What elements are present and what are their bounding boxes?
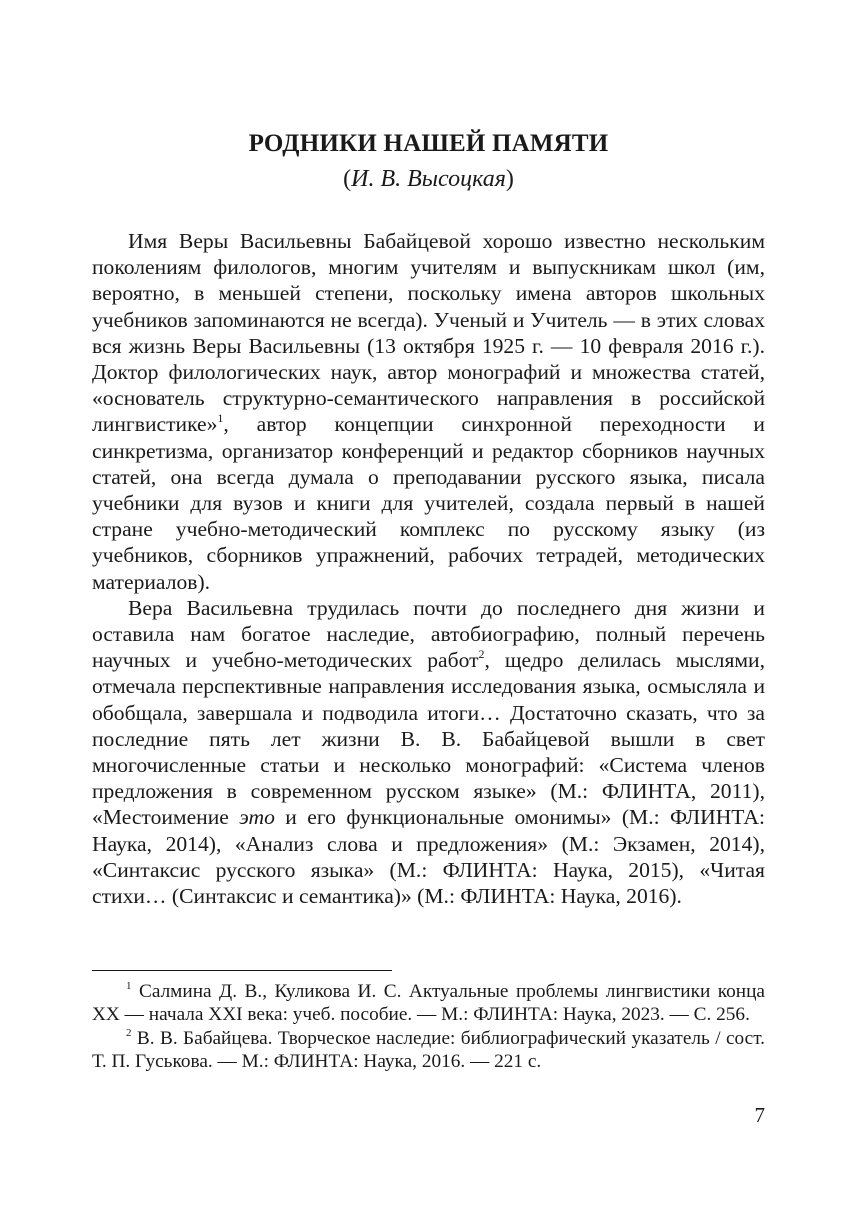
footnote-2-number: 2 <box>126 1026 132 1039</box>
article-body <box>92 228 765 909</box>
footnote-2 <box>92 1027 765 1074</box>
paragraph-1-text-b: , автор концепции синхронной переходности и синкретизма, организатор конференций и редактор сборников научных статей, она всегда думала о преподавании русского языка, писала учебники для вузов и книги для учителей, создала первый в нашей стране учебно-методический комплекс по русскому языку (из учебников, сборников упражнений, рабочих тетрадей, методических материалов). <box>92 412 765 594</box>
footnote-ref-1[interactable]: 1 <box>217 411 224 426</box>
author-name: И. В. Высоцкая <box>351 166 506 192</box>
footnote-ref-2[interactable]: 2 <box>478 647 485 662</box>
paragraph-2-italic-word: это <box>239 805 275 830</box>
article-title: РОДНИКИ НАШЕЙ ПАМЯТИ <box>248 130 609 157</box>
paragraph-2-text-b: , щедро делилась мыслями, отмечала перспективные направления исследования языка, осмысляла и обобщала, завершала и подводила итоги… Достаточно сказать, что за последние пять лет жизни В. В. Бабайцевой вышли в свет многочисленные статьи и несколько монографий: «Система членов предложения в современном русском языке» (М.: ФЛИНТА, 2011), «Местоимение <box>92 648 765 830</box>
paragraph-2 <box>92 595 765 909</box>
footnote-1-text: Салмина Д. В., Куликова И. С. Актуальные проблемы лингвистики конца XX — начала XXI века: учеб. пособие. — М.: ФЛИНТА: Наука, 2023. — С. 256. <box>92 981 765 1026</box>
footnotes <box>92 980 765 1074</box>
author-open-paren: ( <box>343 166 352 192</box>
paragraph-2-text-c: и его функциональные омонимы» (М.: ФЛИНТА: Наука, 2014), «Анализ слова и предложения» (М.: Экзамен, 2014), «Синтаксис русского языка» (М.: ФЛИНТА: Наука, 2015), «Читая стихи… (Синтаксис и семантика)» (М.: ФЛИНТА: Наука, 2016). <box>92 805 765 909</box>
paragraph-2-text-a: Вера Васильевна трудилась почти до последнего дня жизни и оставила нам богатое наследие, автобиографию, полный перечень научных и учебно-методических работ <box>92 595 765 673</box>
paragraph-1 <box>92 228 765 595</box>
footnote-2-text: В. В. Бабайцева. Творческое наследие: библиографический указатель / сост. Т. П. Гуськова. — М.: ФЛИНТА: Наука, 2016. — 221 с. <box>92 1027 765 1073</box>
footnote-1 <box>92 980 765 1027</box>
article-author <box>92 164 765 194</box>
footnote-1-number: 1 <box>126 980 132 992</box>
author-close-paren: ) <box>505 166 514 192</box>
paragraph-1-text-a: Имя Веры Васильевны Бабайцевой хорошо известно нескольким поколениям филологов, многим учителям и выпускникам школ (им, вероятно, в меньшей степени, поскольку имена авторов школьных учебников запоминаются не всегда). Ученый и Учитель — в этих словах вся жизнь Веры Васильевны (13 октября 1925 г. — 10 февраля 2016 г.). Доктор филологических наук, автор монографий и множества статей, «основатель структурно-семантического направления в российской лингвистике» <box>92 229 765 437</box>
document-page <box>92 0 765 1211</box>
footnote-separator <box>92 970 392 971</box>
page-number: 7 <box>754 1103 765 1127</box>
